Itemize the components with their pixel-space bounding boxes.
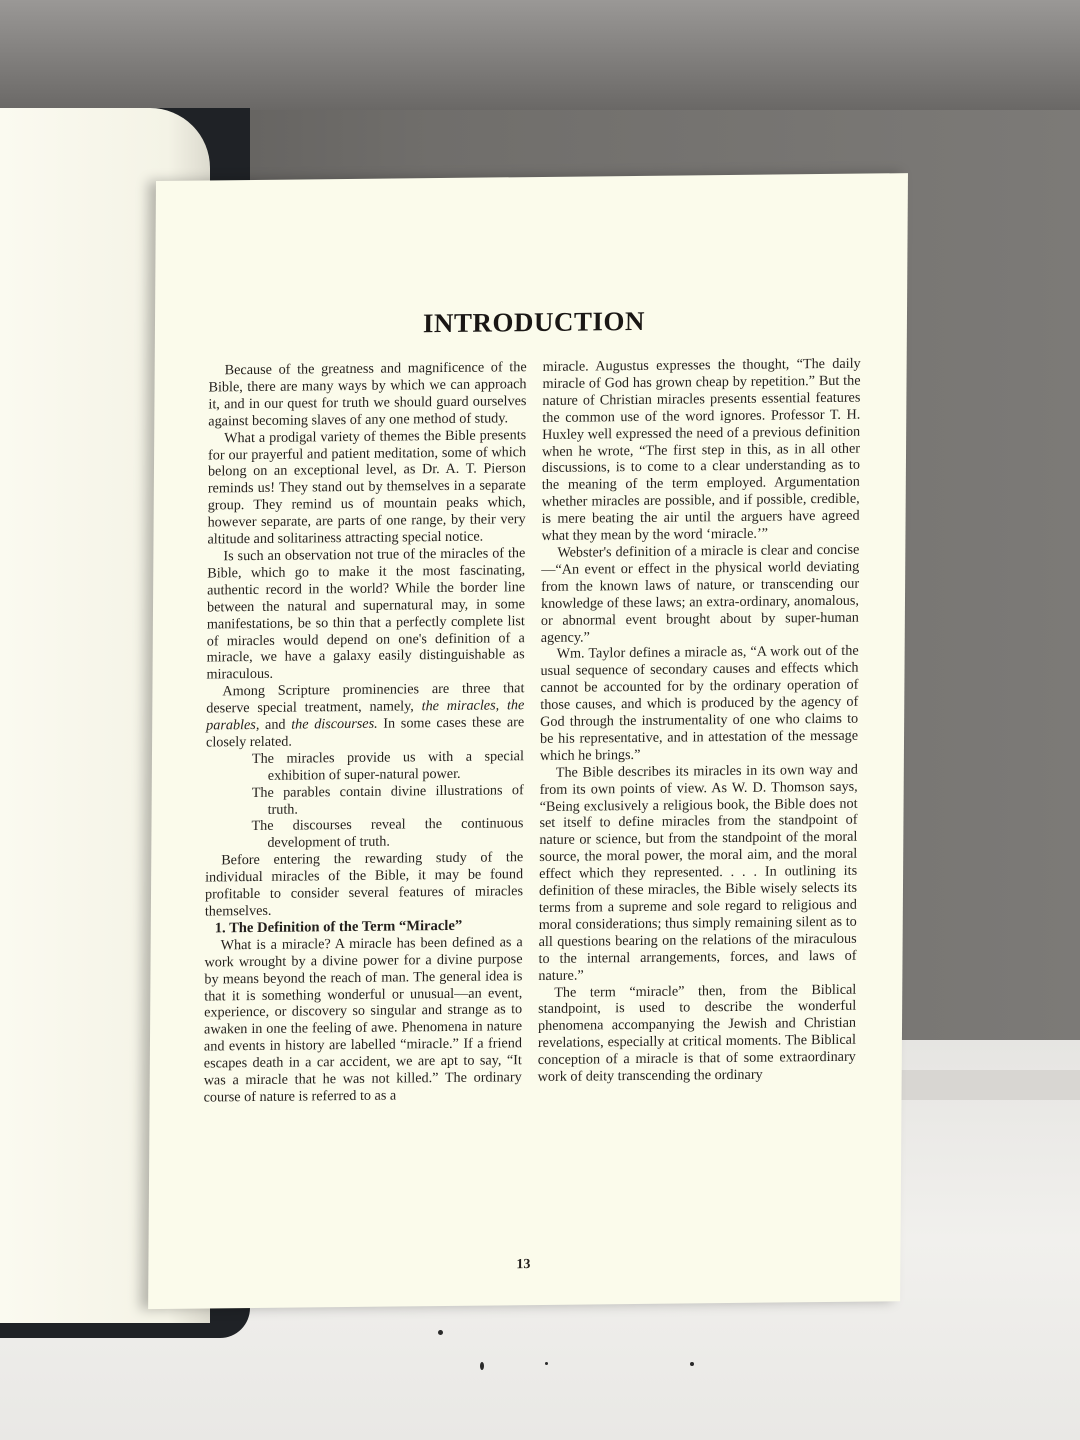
paragraph: Because of the greatness and magnificence of the Bible, there are many ways by which we can approach it, and in our quest for truth we should guard ourselves against becoming slaves of any one method of study. <box>208 359 527 430</box>
paragraph <box>206 680 524 751</box>
paragraph: What is a miracle? A miracle has been defined as a work wrought by a divine power for a divine purpose by means beyond the reach of man. The general idea is that it is something wonderful or unusual—an event, experience, or discovery so singular and strange as to awaken in one the feeling of awe. Phenomena in nature and events in history are labelled “miracle.” If a friend escapes death in a car accident, we are apt to say, “It was a miracle that he was not killed.” The ordinary course of nature is referred to as a <box>203 933 523 1106</box>
paragraph: Webster's definition of a miracle is clear and concise—“An event or effect in the physical world deviating from the known laws of nature, or transcending our knowledge of these laws; an extra-ordinary, anomalous, or abnormal event brought about by super-human agency.” <box>540 541 860 646</box>
left-column <box>204 359 527 1106</box>
paragraph-text: In some cases these are closely related. <box>206 714 525 751</box>
background-top <box>0 0 1080 110</box>
paragraph: Wm. Taylor defines a miracle as, “A work out of the usual sequence of secondary causes and effects which cannot be accounted for by the ordinary operation of those causes, and which is produced by the agency of God through the instrumentality of one who claims to be his representative, and in attestation of the message which he brings.” <box>539 643 859 764</box>
paragraph: The Bible describes its miracles in its own way and from its own points of view. As W. D. Thomson says, “Being exclusively a religious book, the Bible does not set itself to define miracles from the standpoint of nature or science, but from the standpoint of the moral source, the moral power, the moral aim, and the moral effect which they represented. . . . In outlining its definition of these miracles, the Bible wisely selects its terms from a supreme and sole regard to religious and moral considerations; thus simply remaining silent as to all questions bearing on the relations of the miraculous to the internal arrangements, forces, and laws of nature.” <box>538 761 858 984</box>
dust-speck <box>690 1362 694 1366</box>
paragraph-text: Among Scripture prominencies are three that deserve special treatment, namely, <box>206 680 525 717</box>
dust-speck <box>438 1330 443 1335</box>
page-number: 13 <box>516 1257 531 1273</box>
book-page <box>148 173 908 1309</box>
page-title: INTRODUCTION <box>422 305 646 339</box>
paragraph: Is such an observation not true of the miracles of the Bible, which go to make it the most fascinating, authentic record in the world? While the border line between the natural and supernatural may, in some manifestations, be so thin that a perfectly complete list of miracles would depend on one's definition of a miracle, we have a galaxy easily distinguishable as miraculous. <box>206 545 526 683</box>
page-content <box>203 304 861 1106</box>
paragraph-italic: the miracles, the parables, <box>206 697 525 734</box>
paragraph-italic: the discourses. <box>291 715 378 733</box>
paragraph: The term “miracle” then, from the Biblical standpoint, is used to describe the wonderful phenomena accompanying the Jewish and Christian revelations, especially at critical moments. The Biblical conception of a miracle is that of some extraordinary work of deity transcending the ordinary <box>537 981 857 1086</box>
list-item: The parables contain divine illustrations of truth. <box>251 781 524 818</box>
paragraph: Before entering the rewarding study of the individual miracles of the Bible, it may be found profitable to consider several features of miracles themselves. <box>204 849 524 920</box>
right-column <box>538 356 861 1086</box>
section-heading: 1. The Definition of the Term “Miracle” <box>214 917 463 937</box>
list-item: The miracles provide us with a special exhibition of super-natural power. <box>251 748 525 784</box>
paragraph: miracle. Augustus expresses the thought, “The daily miracle of God has grown cheap by repetition.” But the nature of Christian miracles presents essential features the common use of the word ignores. Professor T. H. Huxley well expressed the need of a previous definition when he wrote, “The first step in this, as in all other discussions, is to come to a clear understanding as to the meaning of the term employed. Argumentation whether miracles are possible, and if possible, credible, is mere beating the air until the arguers have agreed what they mean by the word ‘miracle.’” <box>541 355 861 545</box>
list-item: The discourses reveal the continuous development of truth. <box>251 815 524 852</box>
dust-speck <box>545 1362 548 1365</box>
themes-list <box>205 748 524 853</box>
paragraph-text: and <box>259 716 292 733</box>
paragraph: What a prodigal variety of themes the Bible presents for our prayerful and patient meditation, some of which belong on an exceptional level, as Dr. A. T. Pierson reminds us! They stand out by themselves in a separate group. They remind us of mountain peaks which, however separate, are parts of one range, by their very altitude and solitariness attracting special notice. <box>207 426 527 548</box>
dust-speck <box>480 1362 484 1370</box>
